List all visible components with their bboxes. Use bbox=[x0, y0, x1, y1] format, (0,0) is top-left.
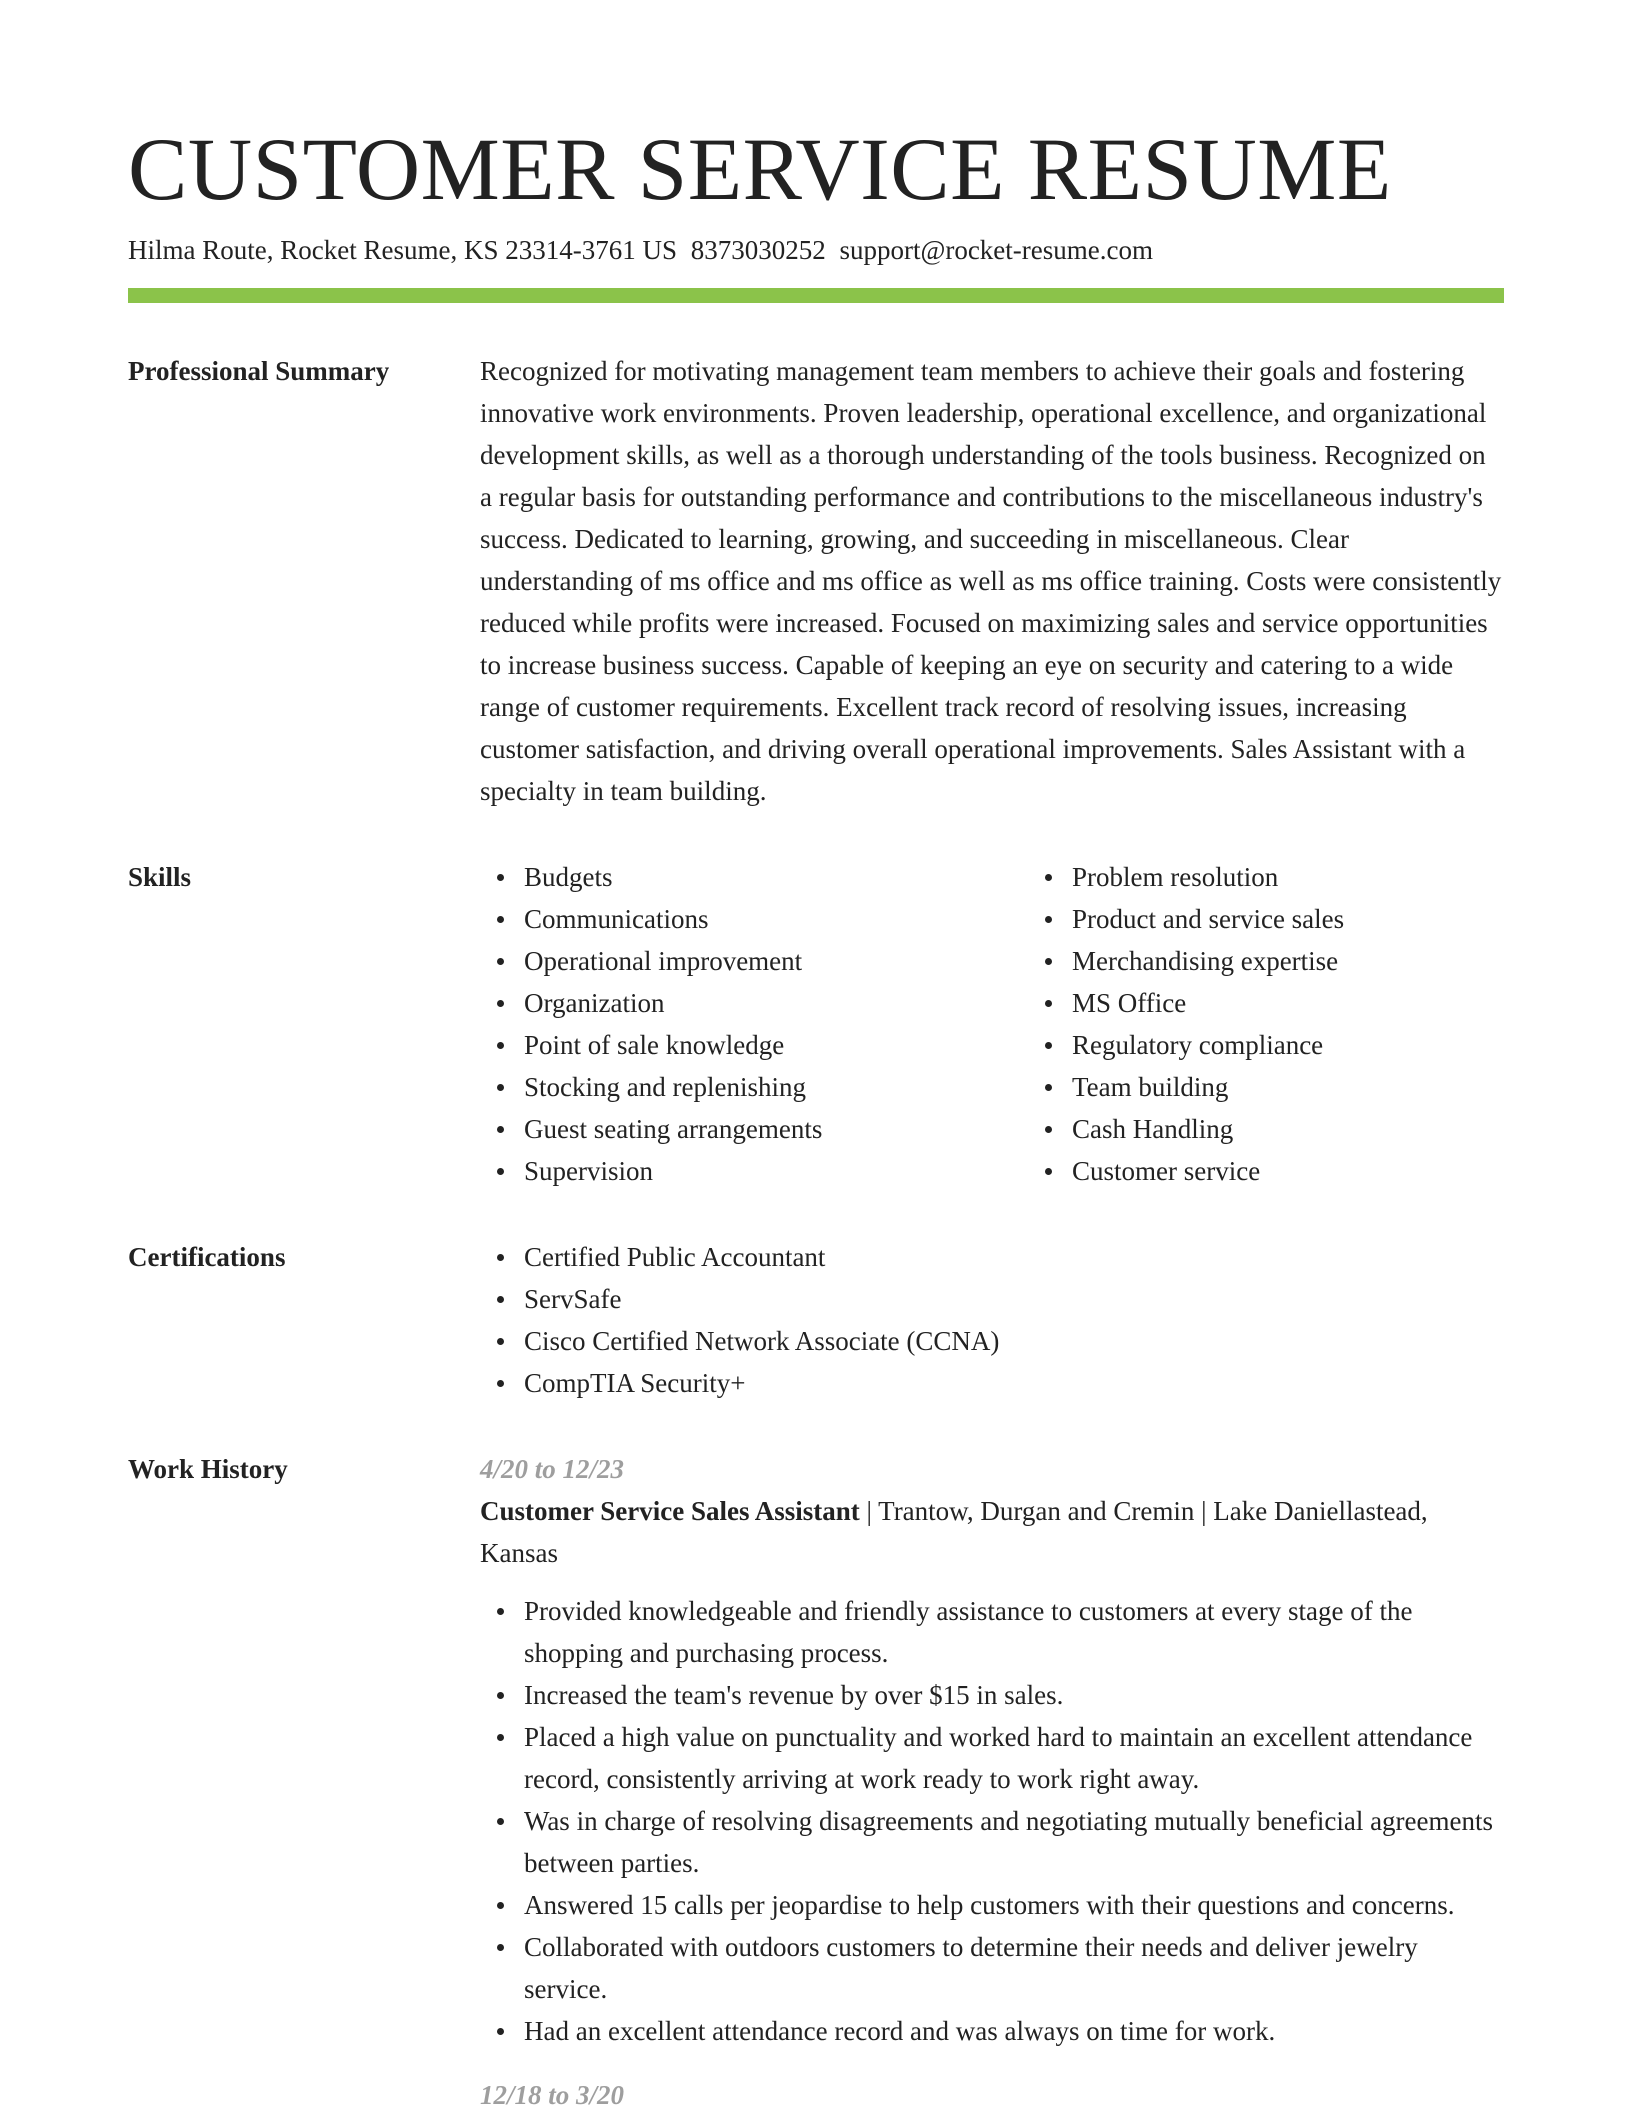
skill-item: Organization bbox=[524, 982, 1028, 1024]
skill-item: MS Office bbox=[1072, 982, 1576, 1024]
skill-item: Cash Handling bbox=[1072, 1108, 1576, 1150]
summary-section bbox=[128, 354, 1504, 812]
resume-page bbox=[128, 118, 1504, 2116]
skill-item: Budgets bbox=[524, 856, 1028, 898]
skill-item: Guest seating arrangements bbox=[524, 1108, 1028, 1150]
summary-text: Recognized for motivating management team members to achieve their goals and fostering innovative work environments. Proven leadership, operational excellence, and organizational development skills, as well as a thorough understanding of the tools business. Recognized on a regular basis for outstanding performance and contributions to the miscellaneous industry's success. Dedicated to learning, growing, and succeeding in miscellaneous. Clear understanding of ms office and ms office as well as ms office training. Costs were consistently reduced while profits were increased. Focused on maximizing sales and service opportunities to increase business success. Capable of keeping an eye on security and catering to a wide range of customer requirements. Excellent track record of resolving issues, increasing customer satisfaction, and driving overall operational improvements. Sales Assistant with a specialty in team building. bbox=[480, 356, 1502, 806]
resume-title: CUSTOMER SERVICE RESUME bbox=[128, 121, 1392, 219]
contact-line bbox=[128, 232, 1504, 268]
job-responsibilities bbox=[480, 1590, 1504, 2052]
skills-grid bbox=[480, 860, 1576, 1192]
skills-section bbox=[128, 860, 1504, 1192]
certification-item: Cisco Certified Network Associate (CCNA) bbox=[524, 1320, 1504, 1362]
skill-item: Team building bbox=[1072, 1066, 1576, 1108]
job-entry bbox=[480, 2074, 1504, 2116]
job-bullet: Placed a high value on punctuality and worked hard to maintain an excellent attendance record, consistently arriving at work ready to work right away. bbox=[524, 1716, 1504, 1800]
skill-item: Product and service sales bbox=[1072, 898, 1576, 940]
skill-item: Problem resolution bbox=[1072, 856, 1576, 898]
summary-body bbox=[480, 354, 1504, 812]
certification-item: CompTIA Security+ bbox=[524, 1362, 1504, 1404]
certification-item: Certified Public Accountant bbox=[524, 1236, 1504, 1278]
skill-item: Stocking and replenishing bbox=[524, 1066, 1028, 1108]
job-bullet: Had an excellent attendance record and was always on time for work. bbox=[524, 2010, 1504, 2052]
work-history-section bbox=[128, 1452, 1504, 2116]
job-dates: 12/18 to 3/20 bbox=[480, 2080, 625, 2110]
skill-item: Operational improvement bbox=[524, 940, 1028, 982]
contact-address: Hilma Route, Rocket Resume, KS 23314-3761 US bbox=[128, 235, 677, 265]
summary-heading: Professional Summary bbox=[128, 356, 390, 386]
job-dates: 4/20 to 12/23 bbox=[480, 1454, 625, 1484]
certification-item: ServSafe bbox=[524, 1278, 1504, 1320]
work-history-body bbox=[480, 1452, 1504, 2116]
certifications-body bbox=[480, 1240, 1504, 1404]
job-bullet: Was in charge of resolving disagreements and negotiating mutually beneficial agreements between parties. bbox=[524, 1800, 1504, 1884]
skills-list-right bbox=[1028, 856, 1576, 1192]
contact-phone: 8373030252 bbox=[690, 235, 826, 265]
job-entry bbox=[480, 1448, 1504, 2052]
job-title: Customer Service Sales Assistant bbox=[480, 1496, 860, 1526]
job-company-location: | Trantow, Durgan and Cremin | Lake Daniellastead, Kansas bbox=[480, 1496, 1428, 1568]
certifications-list bbox=[480, 1236, 1504, 1404]
job-bullet: Answered 15 calls per jeopardise to help customers with their questions and concerns. bbox=[524, 1884, 1504, 1926]
work-history-heading: Work History bbox=[128, 1454, 288, 1484]
skill-item: Merchandising expertise bbox=[1072, 940, 1576, 982]
skills-list-left bbox=[480, 856, 1028, 1192]
skills-heading: Skills bbox=[128, 862, 192, 892]
skill-item: Regulatory compliance bbox=[1072, 1024, 1576, 1066]
certifications-heading: Certifications bbox=[128, 1242, 286, 1272]
skill-item: Communications bbox=[524, 898, 1028, 940]
job-bullet: Provided knowledgeable and friendly assistance to customers at every stage of the shopping and purchasing process. bbox=[524, 1590, 1504, 1674]
contact-email: support@rocket-resume.com bbox=[839, 235, 1153, 265]
job-bullet: Collaborated with outdoors customers to determine their needs and deliver jewelry service. bbox=[524, 1926, 1504, 2010]
skill-item: Supervision bbox=[524, 1150, 1028, 1192]
skill-item: Customer service bbox=[1072, 1150, 1576, 1192]
job-heading bbox=[480, 1490, 1504, 1574]
header-divider bbox=[128, 288, 1504, 303]
certifications-section bbox=[128, 1240, 1504, 1404]
skill-item: Point of sale knowledge bbox=[524, 1024, 1028, 1066]
job-bullet: Increased the team's revenue by over $15 in sales. bbox=[524, 1674, 1504, 1716]
